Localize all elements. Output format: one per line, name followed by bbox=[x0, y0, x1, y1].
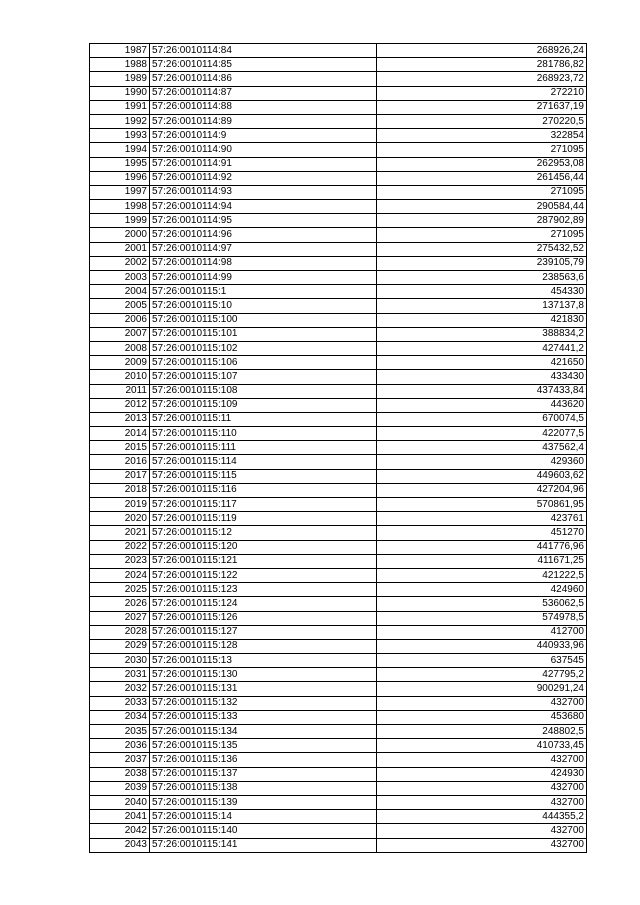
value-cell: 449603,62 bbox=[377, 469, 587, 483]
cadastral-number-cell: 57:26:0010115:101 bbox=[150, 327, 377, 341]
row-number-cell: 2000 bbox=[90, 228, 150, 242]
table-row bbox=[90, 512, 587, 526]
row-number-cell: 2035 bbox=[90, 725, 150, 739]
table-row bbox=[90, 639, 587, 653]
cadastral-number-cell: 57:26:0010114:87 bbox=[150, 86, 377, 100]
table-row bbox=[90, 214, 587, 228]
row-number-cell: 2040 bbox=[90, 795, 150, 809]
table-row bbox=[90, 668, 587, 682]
row-number-cell: 2020 bbox=[90, 512, 150, 526]
cadastral-number-cell: 57:26:0010115:11 bbox=[150, 412, 377, 426]
value-cell: 322854 bbox=[377, 129, 587, 143]
table-body bbox=[90, 44, 587, 853]
table-row bbox=[90, 554, 587, 568]
table-row bbox=[90, 285, 587, 299]
cadastral-number-cell: 57:26:0010114:86 bbox=[150, 72, 377, 86]
cadastral-number-cell: 57:26:0010115:141 bbox=[150, 838, 377, 852]
cadastral-number-cell: 57:26:0010114:84 bbox=[150, 44, 377, 58]
cadastral-number-cell: 57:26:0010115:108 bbox=[150, 384, 377, 398]
cadastral-number-cell: 57:26:0010115:122 bbox=[150, 568, 377, 582]
row-number-cell: 2037 bbox=[90, 753, 150, 767]
cadastral-number-cell: 57:26:0010115:110 bbox=[150, 427, 377, 441]
cadastral-number-cell: 57:26:0010115:102 bbox=[150, 341, 377, 355]
cadastral-number-cell: 57:26:0010115:114 bbox=[150, 455, 377, 469]
value-cell: 432700 bbox=[377, 824, 587, 838]
value-cell: 290584,44 bbox=[377, 200, 587, 214]
row-number-cell: 2036 bbox=[90, 739, 150, 753]
table-row bbox=[90, 753, 587, 767]
table-row bbox=[90, 767, 587, 781]
row-number-cell: 1993 bbox=[90, 129, 150, 143]
value-cell: 432700 bbox=[377, 753, 587, 767]
value-cell: 443620 bbox=[377, 398, 587, 412]
row-number-cell: 2010 bbox=[90, 370, 150, 384]
table-row bbox=[90, 114, 587, 128]
row-number-cell: 1992 bbox=[90, 114, 150, 128]
row-number-cell: 2032 bbox=[90, 682, 150, 696]
table-row bbox=[90, 583, 587, 597]
value-cell: 444355,2 bbox=[377, 810, 587, 824]
cadastral-number-cell: 57:26:0010115:12 bbox=[150, 526, 377, 540]
row-number-cell: 2024 bbox=[90, 568, 150, 582]
cadastral-number-cell: 57:26:0010115:137 bbox=[150, 767, 377, 781]
value-cell: 271095 bbox=[377, 185, 587, 199]
row-number-cell: 2016 bbox=[90, 455, 150, 469]
table-row bbox=[90, 838, 587, 852]
value-cell: 454330 bbox=[377, 285, 587, 299]
value-cell: 453680 bbox=[377, 710, 587, 724]
cadastral-number-cell: 57:26:0010115:1 bbox=[150, 285, 377, 299]
row-number-cell: 2006 bbox=[90, 313, 150, 327]
cadastral-number-cell: 57:26:0010115:10 bbox=[150, 299, 377, 313]
table-row bbox=[90, 256, 587, 270]
row-number-cell: 2005 bbox=[90, 299, 150, 313]
value-cell: 275432,52 bbox=[377, 242, 587, 256]
cadastral-number-cell: 57:26:0010115:107 bbox=[150, 370, 377, 384]
value-cell: 429360 bbox=[377, 455, 587, 469]
table-row bbox=[90, 271, 587, 285]
row-number-cell: 1996 bbox=[90, 171, 150, 185]
row-number-cell: 2012 bbox=[90, 398, 150, 412]
table-row bbox=[90, 781, 587, 795]
value-cell: 238563,6 bbox=[377, 271, 587, 285]
table-row bbox=[90, 739, 587, 753]
cadastral-number-cell: 57:26:0010115:124 bbox=[150, 597, 377, 611]
table-row bbox=[90, 72, 587, 86]
value-cell: 427441,2 bbox=[377, 341, 587, 355]
table-row bbox=[90, 200, 587, 214]
cadastral-number-cell: 57:26:0010115:126 bbox=[150, 611, 377, 625]
cadastral-number-cell: 57:26:0010115:130 bbox=[150, 668, 377, 682]
value-cell: 261456,44 bbox=[377, 171, 587, 185]
table-row bbox=[90, 810, 587, 824]
table-row bbox=[90, 611, 587, 625]
table-row bbox=[90, 171, 587, 185]
table-row bbox=[90, 725, 587, 739]
row-number-cell: 2030 bbox=[90, 654, 150, 668]
table-row bbox=[90, 58, 587, 72]
row-number-cell: 2034 bbox=[90, 710, 150, 724]
row-number-cell: 2026 bbox=[90, 597, 150, 611]
cadastral-number-cell: 57:26:0010115:109 bbox=[150, 398, 377, 412]
table-row bbox=[90, 327, 587, 341]
cadastral-number-cell: 57:26:0010115:123 bbox=[150, 583, 377, 597]
value-cell: 423761 bbox=[377, 512, 587, 526]
row-number-cell: 2009 bbox=[90, 356, 150, 370]
cadastral-number-cell: 57:26:0010115:138 bbox=[150, 781, 377, 795]
row-number-cell: 1999 bbox=[90, 214, 150, 228]
cadastral-number-cell: 57:26:0010115:13 bbox=[150, 654, 377, 668]
cadastral-number-cell: 57:26:0010115:100 bbox=[150, 313, 377, 327]
table-row bbox=[90, 654, 587, 668]
value-cell: 248802,5 bbox=[377, 725, 587, 739]
cadastral-number-cell: 57:26:0010115:14 bbox=[150, 810, 377, 824]
cadastral-value-table bbox=[89, 43, 587, 853]
value-cell: 421650 bbox=[377, 356, 587, 370]
row-number-cell: 2033 bbox=[90, 696, 150, 710]
row-number-cell: 2022 bbox=[90, 540, 150, 554]
cadastral-number-cell: 57:26:0010114:95 bbox=[150, 214, 377, 228]
row-number-cell: 2039 bbox=[90, 781, 150, 795]
table-row bbox=[90, 441, 587, 455]
table-row bbox=[90, 313, 587, 327]
value-cell: 271095 bbox=[377, 143, 587, 157]
cadastral-number-cell: 57:26:0010115:111 bbox=[150, 441, 377, 455]
value-cell: 268923,72 bbox=[377, 72, 587, 86]
value-cell: 411671,25 bbox=[377, 554, 587, 568]
value-cell: 440933,96 bbox=[377, 639, 587, 653]
row-number-cell: 1989 bbox=[90, 72, 150, 86]
value-cell: 271095 bbox=[377, 228, 587, 242]
cadastral-number-cell: 57:26:0010115:116 bbox=[150, 483, 377, 497]
cadastral-number-cell: 57:26:0010114:94 bbox=[150, 200, 377, 214]
table-row bbox=[90, 483, 587, 497]
table-row bbox=[90, 682, 587, 696]
cadastral-number-cell: 57:26:0010115:134 bbox=[150, 725, 377, 739]
cadastral-number-cell: 57:26:0010114:92 bbox=[150, 171, 377, 185]
value-cell: 137137,8 bbox=[377, 299, 587, 313]
value-cell: 424960 bbox=[377, 583, 587, 597]
table-row bbox=[90, 384, 587, 398]
row-number-cell: 2041 bbox=[90, 810, 150, 824]
cadastral-number-cell: 57:26:0010115:115 bbox=[150, 469, 377, 483]
row-number-cell: 2019 bbox=[90, 498, 150, 512]
row-number-cell: 1988 bbox=[90, 58, 150, 72]
cadastral-number-cell: 57:26:0010114:9 bbox=[150, 129, 377, 143]
row-number-cell: 2031 bbox=[90, 668, 150, 682]
table-row bbox=[90, 696, 587, 710]
value-cell: 670074,5 bbox=[377, 412, 587, 426]
table-row bbox=[90, 86, 587, 100]
row-number-cell: 1990 bbox=[90, 86, 150, 100]
value-cell: 270220,5 bbox=[377, 114, 587, 128]
table-row bbox=[90, 597, 587, 611]
value-cell: 412700 bbox=[377, 625, 587, 639]
cadastral-number-cell: 57:26:0010115:135 bbox=[150, 739, 377, 753]
value-cell: 287902,89 bbox=[377, 214, 587, 228]
cadastral-number-cell: 57:26:0010114:89 bbox=[150, 114, 377, 128]
cadastral-number-cell: 57:26:0010114:85 bbox=[150, 58, 377, 72]
row-number-cell: 2008 bbox=[90, 341, 150, 355]
table-row bbox=[90, 455, 587, 469]
row-number-cell: 2027 bbox=[90, 611, 150, 625]
table-row bbox=[90, 129, 587, 143]
table-row bbox=[90, 44, 587, 58]
value-cell: 437562,4 bbox=[377, 441, 587, 455]
cadastral-number-cell: 57:26:0010115:127 bbox=[150, 625, 377, 639]
value-cell: 388834,2 bbox=[377, 327, 587, 341]
row-number-cell: 1995 bbox=[90, 157, 150, 171]
row-number-cell: 2018 bbox=[90, 483, 150, 497]
table-row bbox=[90, 242, 587, 256]
row-number-cell: 2021 bbox=[90, 526, 150, 540]
table-row bbox=[90, 498, 587, 512]
value-cell: 570861,95 bbox=[377, 498, 587, 512]
value-cell: 239105,79 bbox=[377, 256, 587, 270]
value-cell: 427795,2 bbox=[377, 668, 587, 682]
table-row bbox=[90, 143, 587, 157]
row-number-cell: 2029 bbox=[90, 639, 150, 653]
table-row bbox=[90, 341, 587, 355]
value-cell: 268926,24 bbox=[377, 44, 587, 58]
table-row bbox=[90, 157, 587, 171]
cadastral-number-cell: 57:26:0010115:136 bbox=[150, 753, 377, 767]
value-cell: 281786,82 bbox=[377, 58, 587, 72]
row-number-cell: 2002 bbox=[90, 256, 150, 270]
row-number-cell: 2014 bbox=[90, 427, 150, 441]
table-row bbox=[90, 710, 587, 724]
cadastral-number-cell: 57:26:0010115:119 bbox=[150, 512, 377, 526]
table-row bbox=[90, 356, 587, 370]
value-cell: 421222,5 bbox=[377, 568, 587, 582]
value-cell: 574978,5 bbox=[377, 611, 587, 625]
value-cell: 422077,5 bbox=[377, 427, 587, 441]
table-row bbox=[90, 228, 587, 242]
row-number-cell: 2043 bbox=[90, 838, 150, 852]
value-cell: 536062,5 bbox=[377, 597, 587, 611]
value-cell: 432700 bbox=[377, 795, 587, 809]
cadastral-number-cell: 57:26:0010115:121 bbox=[150, 554, 377, 568]
value-cell: 272210 bbox=[377, 86, 587, 100]
value-cell: 432700 bbox=[377, 696, 587, 710]
cadastral-number-cell: 57:26:0010115:132 bbox=[150, 696, 377, 710]
row-number-cell: 1987 bbox=[90, 44, 150, 58]
row-number-cell: 2017 bbox=[90, 469, 150, 483]
row-number-cell: 2003 bbox=[90, 271, 150, 285]
value-cell: 900291,24 bbox=[377, 682, 587, 696]
table-row bbox=[90, 412, 587, 426]
row-number-cell: 2023 bbox=[90, 554, 150, 568]
cadastral-number-cell: 57:26:0010115:131 bbox=[150, 682, 377, 696]
value-cell: 410733,45 bbox=[377, 739, 587, 753]
row-number-cell: 1991 bbox=[90, 100, 150, 114]
row-number-cell: 2007 bbox=[90, 327, 150, 341]
table-row bbox=[90, 370, 587, 384]
cadastral-number-cell: 57:26:0010114:93 bbox=[150, 185, 377, 199]
cadastral-number-cell: 57:26:0010115:120 bbox=[150, 540, 377, 554]
table-row bbox=[90, 398, 587, 412]
value-cell: 424930 bbox=[377, 767, 587, 781]
row-number-cell: 2001 bbox=[90, 242, 150, 256]
table-row bbox=[90, 795, 587, 809]
value-cell: 262953,08 bbox=[377, 157, 587, 171]
cadastral-number-cell: 57:26:0010114:98 bbox=[150, 256, 377, 270]
cadastral-number-cell: 57:26:0010114:99 bbox=[150, 271, 377, 285]
row-number-cell: 2042 bbox=[90, 824, 150, 838]
value-cell: 432700 bbox=[377, 838, 587, 852]
cadastral-number-cell: 57:26:0010114:91 bbox=[150, 157, 377, 171]
table-row bbox=[90, 568, 587, 582]
value-cell: 441776,96 bbox=[377, 540, 587, 554]
value-cell: 427204,96 bbox=[377, 483, 587, 497]
cadastral-number-cell: 57:26:0010115:140 bbox=[150, 824, 377, 838]
cadastral-number-cell: 57:26:0010114:96 bbox=[150, 228, 377, 242]
cadastral-number-cell: 57:26:0010114:88 bbox=[150, 100, 377, 114]
cadastral-number-cell: 57:26:0010115:139 bbox=[150, 795, 377, 809]
value-cell: 433430 bbox=[377, 370, 587, 384]
row-number-cell: 1998 bbox=[90, 200, 150, 214]
table-row bbox=[90, 625, 587, 639]
table-row bbox=[90, 824, 587, 838]
value-cell: 637545 bbox=[377, 654, 587, 668]
table-row bbox=[90, 526, 587, 540]
value-cell: 451270 bbox=[377, 526, 587, 540]
table-row bbox=[90, 427, 587, 441]
row-number-cell: 2011 bbox=[90, 384, 150, 398]
row-number-cell: 2015 bbox=[90, 441, 150, 455]
cadastral-number-cell: 57:26:0010115:106 bbox=[150, 356, 377, 370]
row-number-cell: 2038 bbox=[90, 767, 150, 781]
cadastral-number-cell: 57:26:0010115:128 bbox=[150, 639, 377, 653]
value-cell: 271637,19 bbox=[377, 100, 587, 114]
cadastral-number-cell: 57:26:0010114:90 bbox=[150, 143, 377, 157]
cadastral-number-cell: 57:26:0010114:97 bbox=[150, 242, 377, 256]
table-row bbox=[90, 185, 587, 199]
row-number-cell: 1994 bbox=[90, 143, 150, 157]
row-number-cell: 2004 bbox=[90, 285, 150, 299]
cadastral-number-cell: 57:26:0010115:133 bbox=[150, 710, 377, 724]
table-row bbox=[90, 100, 587, 114]
row-number-cell: 2025 bbox=[90, 583, 150, 597]
value-cell: 421830 bbox=[377, 313, 587, 327]
value-cell: 437433,84 bbox=[377, 384, 587, 398]
row-number-cell: 2028 bbox=[90, 625, 150, 639]
table-row bbox=[90, 299, 587, 313]
cadastral-number-cell: 57:26:0010115:117 bbox=[150, 498, 377, 512]
table-row bbox=[90, 540, 587, 554]
row-number-cell: 1997 bbox=[90, 185, 150, 199]
value-cell: 432700 bbox=[377, 781, 587, 795]
row-number-cell: 2013 bbox=[90, 412, 150, 426]
table-row bbox=[90, 469, 587, 483]
